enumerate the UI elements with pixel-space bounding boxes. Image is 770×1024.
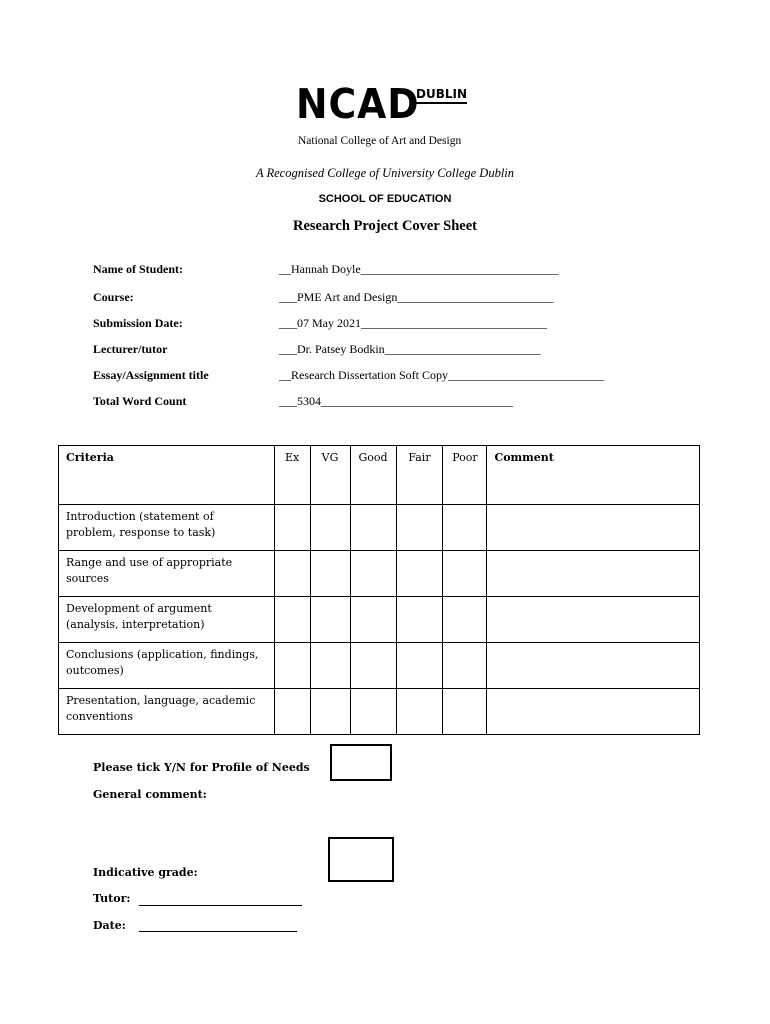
school-heading: SCHOOL OF EDUCATION: [318, 193, 452, 205]
table-row: [59, 689, 700, 735]
field-label-course: Course:: [93, 290, 134, 304]
grade-cell[interactable]: [350, 551, 396, 597]
field-label-submission-date: Submission Date:: [93, 316, 183, 330]
grade-cell[interactable]: [350, 505, 396, 551]
tutor-label: Tutor:: [93, 892, 131, 905]
field-value-assignment-title: __Research Dissertation Soft Copy__________________________: [279, 368, 604, 382]
header-fair: Fair: [396, 446, 443, 505]
grade-cell[interactable]: [396, 551, 443, 597]
indicative-grade-box[interactable]: [328, 837, 394, 882]
header-criteria: Criteria: [59, 446, 275, 505]
grade-cell[interactable]: [350, 643, 396, 689]
date-label: Date:: [93, 919, 126, 932]
criteria-cell: Conclusions (application, findings, outcomes): [59, 643, 275, 689]
grade-cell[interactable]: [310, 505, 350, 551]
grade-cell[interactable]: [350, 597, 396, 643]
grade-cell[interactable]: [310, 551, 350, 597]
header-ex: Ex: [274, 446, 310, 505]
header-poor: Poor: [443, 446, 487, 505]
recognised-college-line: A Recognised College of University College Dublin: [255, 166, 515, 180]
grade-cell[interactable]: [274, 643, 310, 689]
table-row: [59, 597, 700, 643]
college-name: National College of Art and Design: [298, 135, 462, 147]
criteria-cell: Introduction (statement of problem, response to task): [59, 505, 275, 551]
field-value-word-count: ___5304________________________________: [279, 394, 513, 408]
field-value-lecturer: ___Dr. Patsey Bodkin__________________________: [279, 342, 541, 356]
table-row: [59, 551, 700, 597]
indicative-grade-label: Indicative grade:: [93, 866, 198, 879]
field-value-student: __Hannah Doyle_________________________________: [279, 262, 559, 276]
comment-cell[interactable]: [487, 505, 700, 551]
grade-cell[interactable]: [310, 689, 350, 735]
profile-of-needs-box[interactable]: [330, 744, 392, 781]
table-row: [59, 643, 700, 689]
grade-cell[interactable]: [443, 689, 487, 735]
criteria-cell: Development of argument (analysis, interpretation): [59, 597, 275, 643]
criteria-table: [58, 445, 700, 735]
field-value-submission-date: ___07 May 2021_______________________________: [279, 316, 547, 330]
profile-of-needs-label: Please tick Y/N for Profile of Needs: [93, 761, 310, 774]
grade-cell[interactable]: [274, 689, 310, 735]
table-header-row: [59, 446, 700, 505]
tutor-signature-line[interactable]: [139, 905, 302, 906]
grade-cell[interactable]: [396, 643, 443, 689]
grade-cell[interactable]: [310, 597, 350, 643]
grade-cell[interactable]: [274, 551, 310, 597]
grade-cell[interactable]: [310, 643, 350, 689]
criteria-cell: Range and use of appropriate sources: [59, 551, 275, 597]
grade-cell[interactable]: [396, 505, 443, 551]
grade-cell[interactable]: [396, 689, 443, 735]
field-label-word-count: Total Word Count: [93, 394, 187, 408]
grade-cell[interactable]: [274, 505, 310, 551]
header-comment: Comment: [487, 446, 700, 505]
ncad-logo-dublin: DUBLIN: [416, 88, 467, 104]
comment-cell[interactable]: [487, 643, 700, 689]
grade-cell[interactable]: [350, 689, 396, 735]
grade-cell[interactable]: [443, 643, 487, 689]
grade-cell[interactable]: [443, 551, 487, 597]
grade-cell[interactable]: [396, 597, 443, 643]
date-signature-line[interactable]: [139, 931, 297, 932]
header-good: Good: [350, 446, 396, 505]
field-value-course: ___PME Art and Design__________________________: [279, 290, 554, 304]
criteria-cell: Presentation, language, academic conventions: [59, 689, 275, 735]
header-vg: VG: [310, 446, 350, 505]
grade-cell[interactable]: [443, 505, 487, 551]
grade-cell[interactable]: [443, 597, 487, 643]
comment-cell[interactable]: [487, 597, 700, 643]
comment-cell[interactable]: [487, 551, 700, 597]
page-title: Research Project Cover Sheet: [292, 218, 477, 234]
ncad-logo: NCAD: [296, 80, 420, 128]
field-label-lecturer: Lecturer/tutor: [93, 342, 168, 356]
general-comment-label: General comment:: [93, 788, 207, 801]
table-row: [59, 505, 700, 551]
comment-cell[interactable]: [487, 689, 700, 735]
field-label-student: Name of Student:: [93, 262, 183, 276]
field-label-assignment-title: Essay/Assignment title: [93, 368, 209, 382]
grade-cell[interactable]: [274, 597, 310, 643]
